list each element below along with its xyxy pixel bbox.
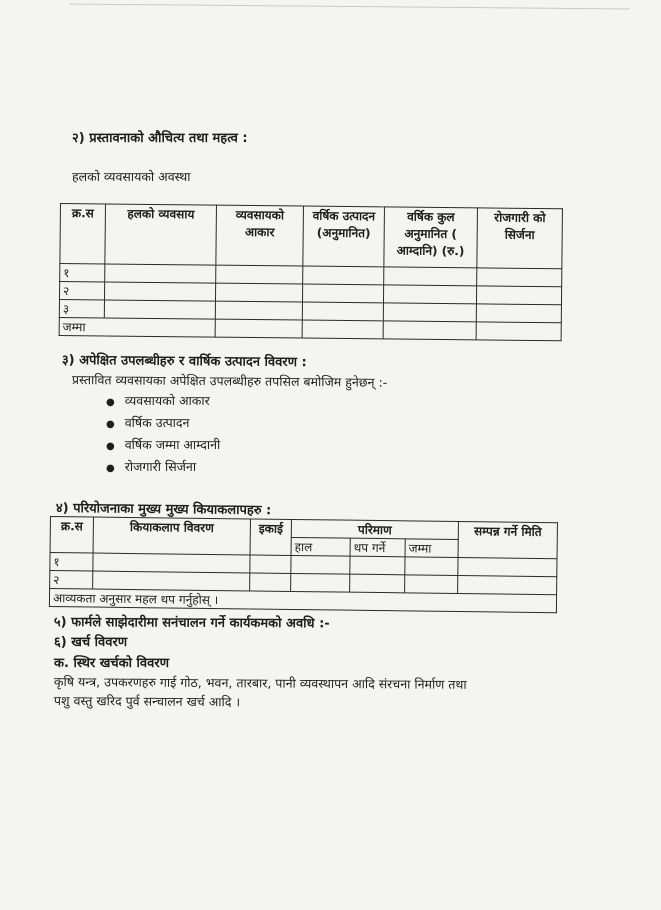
list-item: ● वर्षिक जम्मा आम्दानी xyxy=(106,434,220,456)
list-item: ● व्यवसायको आकार xyxy=(106,390,220,412)
table-row: १ xyxy=(50,553,557,577)
achievements-list xyxy=(106,390,220,478)
col-income: वर्षिक कुल अनुमानित ( आम्दानि) (रु.) xyxy=(384,207,478,268)
section-6-heading: ६) खर्च विवरण xyxy=(54,635,128,650)
col-size: व्यवसायको आकार xyxy=(216,205,304,266)
table-row: २ xyxy=(59,282,561,305)
section-6-paragraph-line-2: पशु वस्तु खरिद पुर्व सन्चालन खर्च आदि । xyxy=(53,693,241,710)
table-note: आव्यकता अनुसार महल थप गर्नुहोस् । xyxy=(49,589,556,613)
section-4-heading: ४) परियोजनाका मुख्य मुख्य कियाकलापहरु : xyxy=(55,500,272,519)
col-employment: रोजगारी को सिर्जना xyxy=(477,208,563,269)
business-status-table xyxy=(59,203,563,341)
total-label: जम्मा xyxy=(59,317,215,337)
section-6-subheading: क. स्थिर खर्चको विवरण xyxy=(54,656,170,671)
top-rule xyxy=(70,4,630,10)
col-sn: क्र.स xyxy=(50,517,93,554)
col-activity: कियाकलाप विवरण xyxy=(93,517,250,555)
col-production: वर्षिक उत्पादन (अनुमानित) xyxy=(303,206,385,267)
section-2-heading: २) प्रस्तावनाको औचित्य तथा महत्व : xyxy=(72,131,248,146)
col-completion-date: सम्पन्न गर्ने मिति xyxy=(458,521,557,558)
sub-total: जम्मा xyxy=(405,539,458,558)
col-quantity: परिमाण xyxy=(291,519,458,539)
list-item: ● रोजगारी सिर्जना xyxy=(106,456,220,478)
col-business: हलको व्यवसाय xyxy=(105,204,217,265)
section-3-intro: प्रस्तावित व्यवसायका अपेक्षित उपलब्धीहरु तपसिल बमोजिम हुनेछन् :- xyxy=(71,371,388,390)
col-unit: इकाई xyxy=(250,519,291,555)
section-5-heading: ५) फार्मले साझेदारीमा सनंचालन गर्ने कार्यकमको अवधि :- xyxy=(53,614,330,632)
section-2-subheading: हलको व्यवसायको अवस्था xyxy=(72,169,191,184)
section-6-paragraph-line-1: कृषि यन्त्र, उपकरणहरु गाई गोठ, भवन, तारबार, पानी व्यवस्थापन आदि संरचना निर्माण तथा xyxy=(53,674,467,692)
section-3-heading: ३) अपेक्षित उपलब्धीहरु र वार्षिक उत्पादन विवरण : xyxy=(61,352,307,371)
sub-current: हाल xyxy=(291,537,350,556)
total-row xyxy=(59,317,561,340)
table-row: १ xyxy=(60,264,562,287)
col-sn: क्र.स xyxy=(60,204,106,264)
sub-add: थप गर्ने xyxy=(350,538,405,557)
list-item: ● वर्षिक उत्पादन xyxy=(106,412,220,434)
activities-table xyxy=(49,516,558,613)
table-row: ३ xyxy=(59,299,561,322)
table-row: २ xyxy=(50,571,557,595)
